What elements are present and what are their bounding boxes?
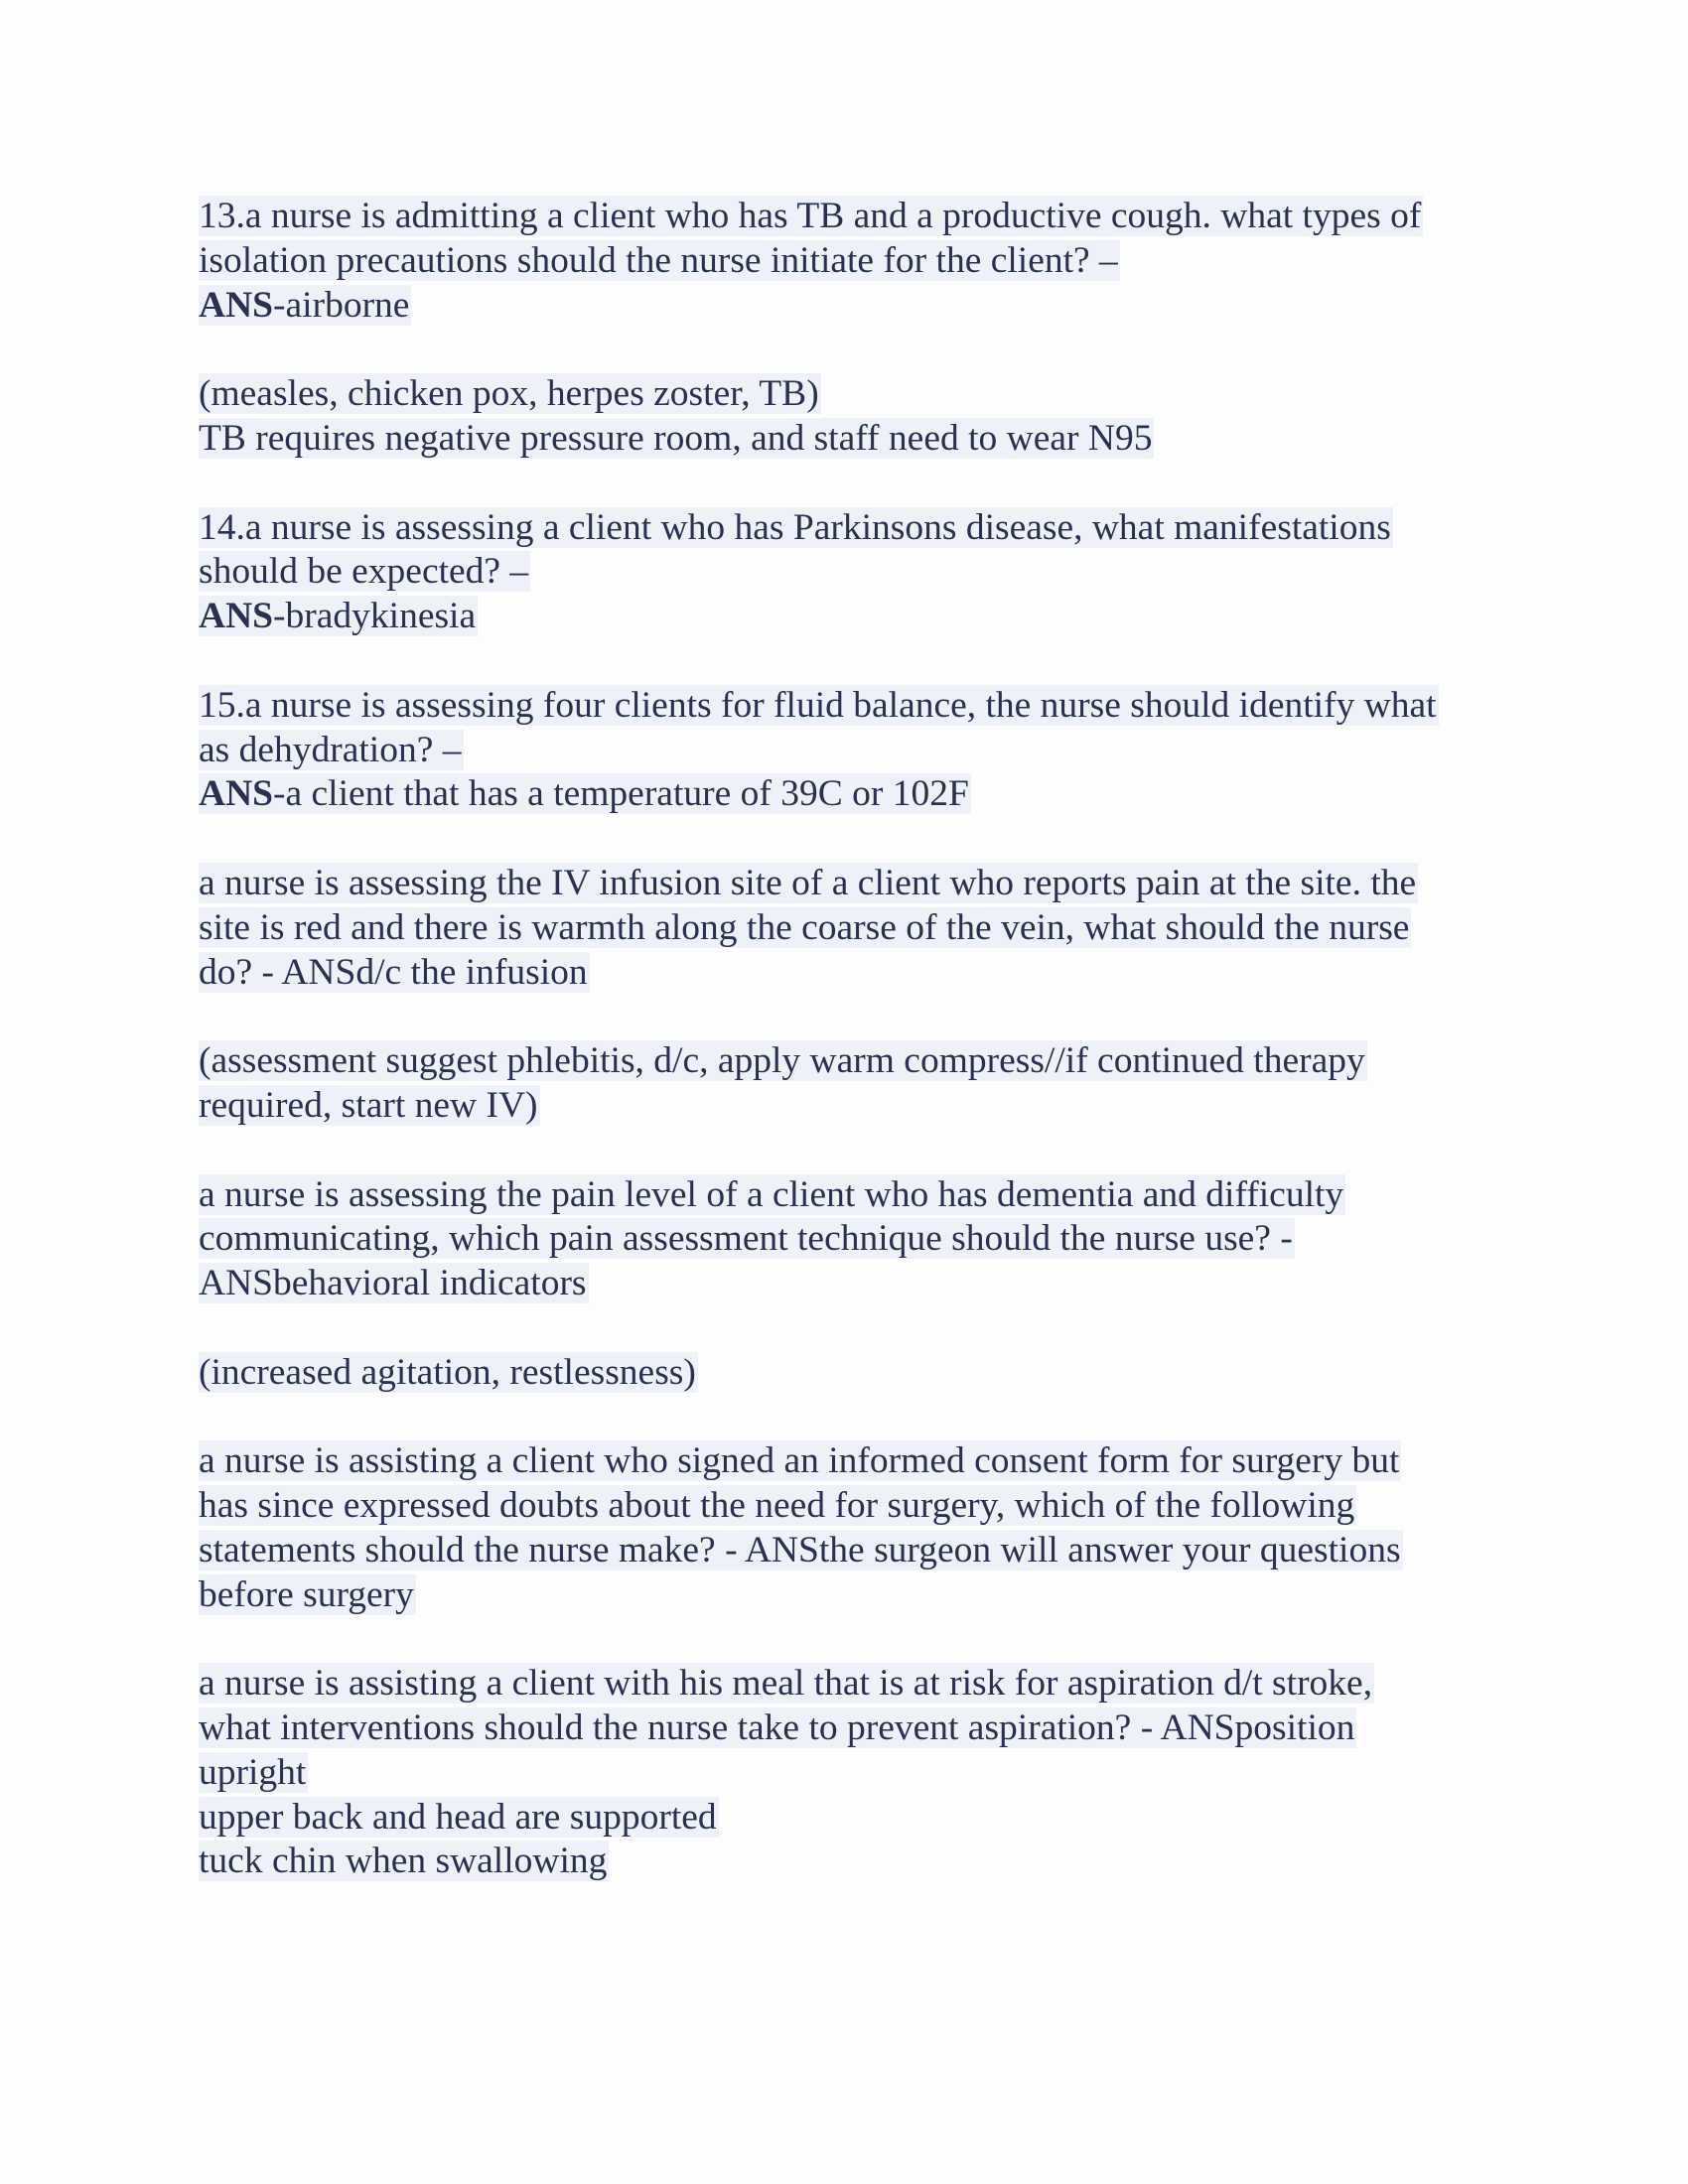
note-text: TB requires negative pressure room, and staff need to wear N95 [199, 417, 1153, 459]
question-text: isolation precautions should the nurse initiate for the client? – [199, 239, 1118, 281]
question-text: a nurse is assisting a client who signed an informed consent form for surgery but [199, 1440, 1400, 1482]
answer-text: -bradykinesia [273, 596, 477, 637]
question-text: before surgery [199, 1573, 414, 1615]
question-text: a nurse is assessing the IV infusion site of a client who reports pain at the site. the [199, 862, 1417, 903]
question-text: upper back and head are supported [199, 1796, 717, 1838]
answer-text: -airborne [273, 284, 410, 326]
question-text: statements should the nurse make? - ANSthe surgeon will answer your questions [199, 1529, 1401, 1570]
question-text: site is red and there is warmth along the coarse of the vein, what should the nurse [199, 906, 1410, 948]
question-13-note [199, 372, 1489, 462]
note-text: (measles, chicken pox, herpes zoster, TB) [199, 373, 819, 415]
question-text: 13.a nurse is admitting a client who has TB and a productive cough. what types of [199, 196, 1422, 236]
document-page [199, 195, 1489, 1929]
question-text: ANSbehavioral indicators [199, 1263, 587, 1304]
question-pain-note [199, 1351, 1489, 1396]
question-text: do? - ANSd/c the infusion [199, 951, 588, 993]
answer-label: ANS [199, 284, 274, 326]
question-text: upright [199, 1751, 307, 1793]
question-15 [199, 684, 1489, 817]
note-text: required, start new IV) [199, 1084, 538, 1126]
question-text: communicating, which pain assessment technique should the nurse use? - [199, 1218, 1293, 1260]
note-text: (increased agitation, restlessness) [199, 1351, 696, 1393]
question-text: 15.a nurse is assessing four clients for fluid balance, the nurse should identify what [199, 684, 1437, 726]
question-text: 14.a nurse is assessing a client who has Parkinsons disease, what manifestations [199, 506, 1391, 548]
question-iv-site [199, 862, 1489, 995]
question-text: a nurse is assessing the pain level of a client who has dementia and difficulty [199, 1173, 1344, 1215]
question-text: as dehydration? – [199, 729, 462, 770]
answer-label: ANS [199, 596, 274, 637]
question-text: has since expressed doubts about the need for surgery, which of the following [199, 1485, 1355, 1527]
answer-text: -a client that has a temperature of 39C or 102F [273, 773, 969, 815]
answer-label: ANS [199, 773, 274, 815]
question-text: tuck chin when swallowing [199, 1841, 608, 1882]
question-13 [199, 195, 1489, 328]
question-pain-dementia [199, 1173, 1489, 1306]
question-iv-note [199, 1039, 1489, 1129]
question-text: what interventions should the nurse take to prevent aspiration? - ANSposition [199, 1707, 1355, 1749]
question-14 [199, 506, 1489, 639]
question-aspiration [199, 1662, 1489, 1884]
question-text: should be expected? – [199, 551, 529, 593]
note-text: (assessment suggest phlebitis, d/c, apply warm compress//if continued therapy [199, 1040, 1365, 1082]
question-consent [199, 1439, 1489, 1617]
question-text: a nurse is assisting a client with his meal that is at risk for aspiration d/t stroke, [199, 1663, 1373, 1705]
